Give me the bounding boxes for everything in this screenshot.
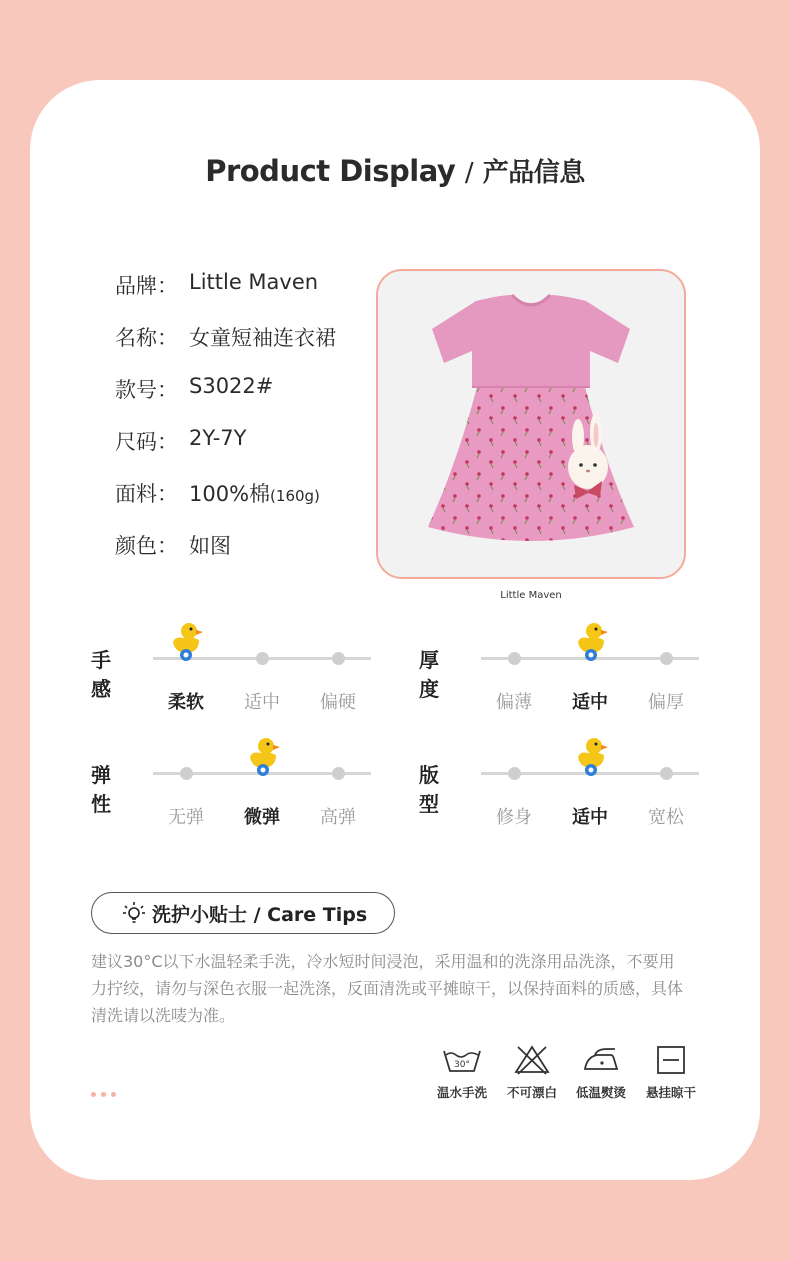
spec-row-style-number: [115, 374, 336, 426]
title-separator: /: [464, 158, 474, 188]
photo-caption: Little Maven: [500, 590, 562, 601]
page-title: [0, 152, 790, 189]
lightbulb-icon: [122, 901, 146, 925]
scale-dot: [508, 767, 521, 780]
wash-temp-label: 30°: [454, 1060, 470, 1070]
product-photo: [376, 269, 686, 579]
low-iron-icon: [581, 1045, 621, 1075]
scale-option: 偏厚: [648, 692, 684, 713]
page-dot: [101, 1092, 106, 1097]
scale-option: 无弹: [168, 807, 204, 828]
spec-value: Little Maven: [189, 270, 319, 294]
spec-key: 名称：: [115, 326, 178, 350]
title-english: Product Display: [205, 154, 456, 188]
spec-value-weight: (160g): [270, 487, 320, 505]
no-bleach-icon: [512, 1045, 552, 1075]
spec-value: 女童短袖连衣裙: [189, 326, 336, 350]
scale-dot: [660, 652, 673, 665]
spec-row-size: [115, 426, 336, 478]
scale-option: 偏硬: [320, 692, 356, 713]
scale-label: 版型: [419, 763, 439, 816]
care-symbol-label: 温水手洗: [436, 1085, 487, 1100]
scale-dot: [332, 652, 345, 665]
duck-indicator-icon: [246, 737, 280, 777]
scale-option: 高弹: [320, 807, 356, 828]
spec-key: 尺码：: [115, 430, 178, 454]
spec-value: [189, 478, 320, 530]
spec-key: 面料：: [115, 482, 178, 506]
spec-list: [115, 270, 336, 582]
page-dot: [91, 1092, 96, 1097]
scale-option: 修身: [496, 807, 532, 828]
care-line: 建议30°C以下水温轻柔手洗，冷水短时间浸泡，采用温和的洗涤用品洗涤，不要用: [91, 952, 675, 971]
scale-dot: [508, 652, 521, 665]
spec-value: 如图: [189, 534, 231, 558]
scale-dot: [180, 767, 193, 780]
page-dot: [111, 1092, 116, 1097]
dress-illustration: [378, 271, 684, 577]
spec-key: 品牌：: [115, 274, 178, 298]
scale-dot: [256, 652, 269, 665]
scale-option: 适中: [572, 692, 608, 713]
care-symbol-low-iron: [571, 1045, 631, 1101]
spec-row-color: [115, 530, 336, 582]
scale-option: 适中: [572, 807, 608, 828]
spec-row-name: [115, 322, 336, 374]
spec-row-fabric: [115, 478, 336, 530]
care-symbol-label: 不可漂白: [506, 1085, 557, 1100]
spec-value: S3022#: [189, 374, 274, 398]
care-symbol-hang-dry: [641, 1045, 701, 1101]
spec-key: 款号：: [115, 378, 178, 402]
title-chinese: 产品信息: [482, 158, 585, 188]
hand-wash-30-icon: [442, 1045, 482, 1075]
duck-indicator-icon: [169, 622, 203, 662]
care-symbol-hand-wash: [432, 1045, 492, 1101]
care-tips-title: 洗护小贴士 / Care Tips: [152, 903, 368, 926]
scale-label: 弹性: [91, 763, 111, 816]
spec-value-main: 100%棉: [189, 482, 271, 506]
scale-dot: [332, 767, 345, 780]
care-symbol-label: 悬挂晾干: [645, 1085, 696, 1100]
care-line: 清洗请以洗唛为准。: [91, 1006, 236, 1025]
scale-option: 柔软: [168, 692, 204, 713]
scale-option: 宽松: [648, 807, 684, 828]
spec-key: 颜色：: [115, 534, 178, 558]
care-line: 力拧绞，请勿与深色衣服一起洗涤，反面清洗或平摊晾干，以保持面料的质感，具体: [91, 979, 684, 998]
scale-option: 适中: [244, 692, 280, 713]
scale-option: 偏薄: [496, 692, 532, 713]
spec-value: 2Y-7Y: [189, 426, 247, 450]
scale-dot: [660, 767, 673, 780]
scale-option: 微弹: [244, 807, 280, 828]
spec-row-brand: [115, 270, 336, 322]
scale-label: 厚度: [419, 648, 439, 701]
duck-indicator-icon: [574, 622, 608, 662]
care-tips-heading: [91, 892, 395, 934]
scale-label: 手感: [91, 648, 111, 701]
hang-dry-icon: [651, 1045, 691, 1075]
page-indicator: [91, 1092, 116, 1097]
care-symbol-no-bleach: [502, 1045, 562, 1101]
care-instructions: [91, 948, 703, 1029]
duck-indicator-icon: [574, 737, 608, 777]
care-symbol-label: 低温熨烫: [575, 1085, 626, 1100]
